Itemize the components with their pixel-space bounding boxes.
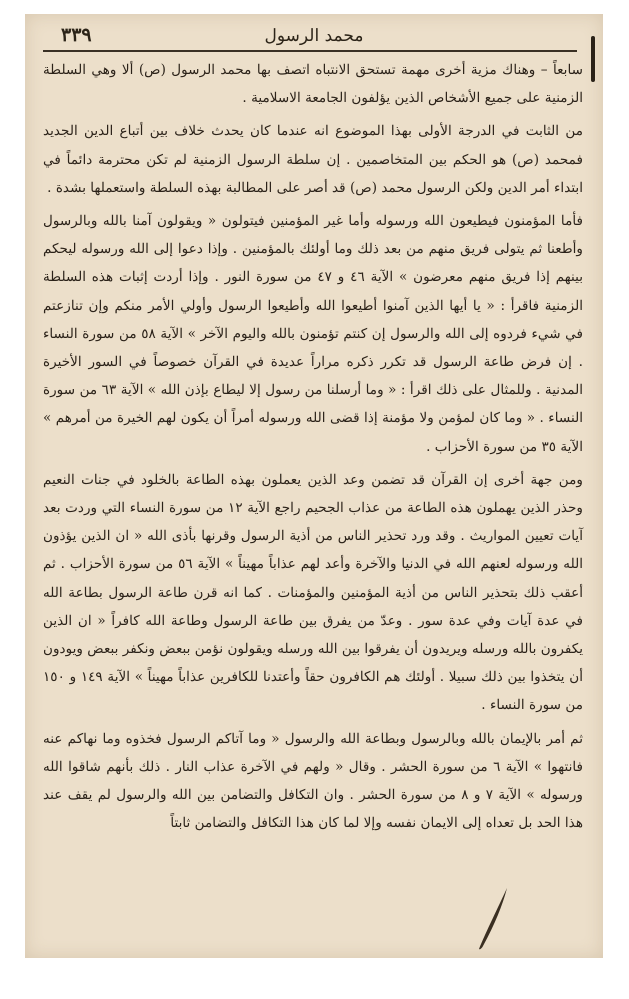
page-header [39, 20, 589, 54]
margin-bar-mark [591, 36, 595, 82]
page-body [43, 56, 583, 837]
running-title: محمد الرسول [264, 26, 364, 46]
pen-stroke-mark [473, 884, 513, 954]
paragraph-1: سابعاً – وهناك مزية أخرى مهمة تستحق الانتباه اتصف بها محمد الرسول (ص) ألا وهي السلطة الزمنية على جميع الأشخاص الذين يؤلفون الجامعة الاسلامية . [43, 62, 583, 107]
paragraph-2: من الثابت في الدرجة الأولى بهذا الموضوع انه عندما كان يحدث خلاف بين أتباع الدين الجديد فمحمد (ص) هو الحكم بين المتخاصمين . إن سلطة الرسول الزمنية لم تكن محترمة دائماً في ابتداء أمر الدين ولكن الرسول محمد (ص) قد أصر على المطالبة بهذه السلطة واستعملها بشدة . [43, 123, 583, 196]
paragraph-3: فأما المؤمنون فيطيعون الله ورسوله وأما غير المؤمنين فيتولون « ويقولون آمنا بالله وبالرسول وأطعنا ثم يتولى فريق منهم من بعد ذلك وما أولئك بالمؤمنين . وإذا دعوا إلى الله ورسوله ليحكم بينهم إذا فريق منهم معرضون » الآية ٤٦ و ٤٧ من سورة النور . وإذا أردت إثبات هذه السلطة الزمنية فاقرأ : « يا أيها الذين آمنوا أطيعوا الله وأطيعوا الرسول وأولي الأمر منكم وإن تنازعتم في شيء فردوه إلى الله والرسول إن كنتم تؤمنون بالله واليوم الآخر » الآية ٥٨ من سورة النساء . إن فرض طاعة الرسول قد تكرر ذكره مراراً عديدة في القرآن خصوصاً في السور الأخيرة المدنية . وللمثال على ذلك اقرأ : « وما أرسلنا من رسول إلا ليطاع بإذن الله » الآية ٦٣ من سورة النساء . « وما كان لمؤمن ولا مؤمنة إذا قضى الله ورسوله أمراً أن يكون لهم الخيرة من أمرهم » الآية ٣٥ من سورة الأحزاب . [43, 213, 584, 455]
header-rule [43, 50, 577, 52]
book-page [25, 14, 603, 958]
paragraph-4: ومن جهة أخرى إن القرآن قد تضمن وعد الذين يعملون بهذه الطاعة بالخلود في جنات النعيم وحذر الذين يهملون هذه الطاعة من عذاب الجحيم راجع الآية ١٢ من سورة النساء التي وردت بعد آيات تعيين المواريث . وقد ورد تحذير الناس من أذية الرسول وقرنها بأذى الله « ان الذين يؤذون الله ورسوله لعنهم الله في الدنيا والآخرة وأعد لهم عذاباً مهيناً » الآية ٥٦ من سورة الأحزاب . ثم أعقب ذلك بتحذير الناس من أذية المؤمنين والمؤمنات . كما انه قرن طاعة الرسول بطاعة الله في عدة آيات وفي عدة سور . وعدّ من يفرق بين طاعة الرسول وطاعة الله كافراً « ان الذين يكفرون بالله ورسله ويريدون أن يفرقوا بين الله ورسله ويقولون نؤمن ببعض ونكفر ببعض ويودون أن يتخذوا بين ذلك سبيلا . أولئك هم الكافرون حقاً وأعتدنا للكافرين عذاباً مهيناً » الآية ١٤٩ و ١٥٠ من سورة النساء . [43, 471, 583, 714]
paragraph-5: ثم أمر بالإيمان بالله وبالرسول وبطاعة الله والرسول « وما آتاكم الرسول فخذوه وما نهاكم عنه فانتهوا » الآية ٦ من سورة الحشر . وقال « ولهم في الآخرة عذاب النار . ذلك بأنهم شاقوا الله ورسوله » الآية ٧ و ٨ من سورة الحشر . وان التكافل والتضامن بين الله والرسول لم يقف عند هذا الحد بل تعداه إلى الايمان نفسه وإلا لما كان هذا التكافل والتضامن ثابتاً [43, 730, 583, 832]
page-number: ٣٣٩ [61, 24, 92, 46]
